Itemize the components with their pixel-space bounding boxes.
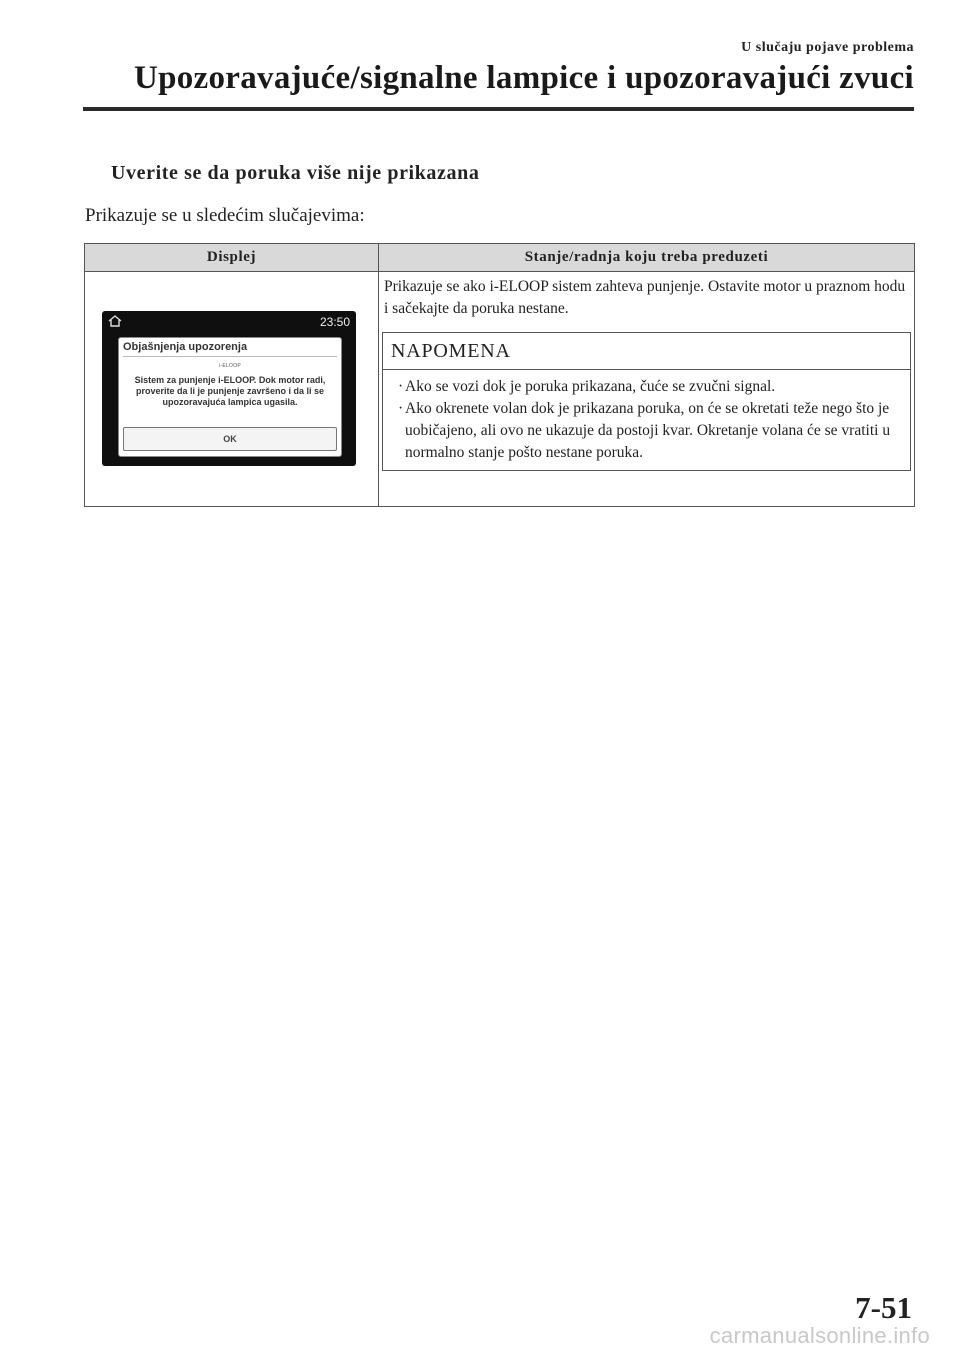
note-item-text: Ako okrenete volan dok je prikazana poruka, on će se okretati teže nego što je uobičajeno, ali ovo ne ukazuje da postoji kvar. Okretanje volana će se vratiti u normalno stanje pošto nestane poruka.	[405, 400, 891, 461]
list-item	[391, 398, 902, 464]
info-table	[84, 243, 915, 507]
display-screen	[102, 311, 356, 466]
intro-text: Prikazuje se u sledećim slučajevima:	[85, 205, 365, 226]
ok-button[interactable]: OK	[123, 427, 337, 451]
screen-clock: 23:50	[319, 315, 350, 329]
dialog-title: Objašnjenja upozorenja	[123, 341, 248, 353]
table-row	[85, 272, 915, 507]
column-header-action: Stanje/radnja koju treba preduzeti	[379, 244, 915, 272]
bullet-icon: ·	[398, 378, 404, 395]
header-rule	[83, 107, 914, 111]
watermark: carmanualsonline.info	[709, 1323, 930, 1348]
note-body	[383, 370, 910, 470]
subsection-heading: Uverite se da poruka više nije prikazana	[111, 162, 480, 184]
chapter-label: U slučaju pojave problema	[741, 40, 914, 55]
action-text: Prikazuje se ako i-ELOOP sistem zahteva punjenje. Ostavite motor u praznom hodu i sačekajte da poruka nestane.	[384, 278, 906, 317]
dialog-message: Sistem za punjenje i-ELOOP. Dok motor radi, proverite da li je punjenje završeno i da li se upozoravajuća lampica ugasila.	[134, 375, 326, 407]
bullet-icon: ·	[398, 400, 404, 417]
page-number: 7-51	[855, 1290, 912, 1325]
dialog-divider	[123, 356, 337, 357]
column-header-display: Displej	[85, 244, 379, 272]
note-item-text: Ako se vozi dok je poruka prikazana, čuće se zvučni signal.	[405, 378, 776, 395]
table-header-row	[85, 244, 915, 272]
action-cell	[379, 272, 915, 507]
note-box	[382, 332, 911, 471]
warning-dialog	[118, 337, 342, 457]
list-item	[391, 376, 902, 398]
section-title: Upozoravajuće/signalne lampice i upozoravajući zvuci	[133, 60, 914, 96]
dialog-tag: i-ELOOP	[218, 363, 242, 369]
home-icon	[108, 315, 122, 327]
display-cell	[85, 272, 379, 507]
note-title: NAPOMENA	[383, 333, 910, 370]
